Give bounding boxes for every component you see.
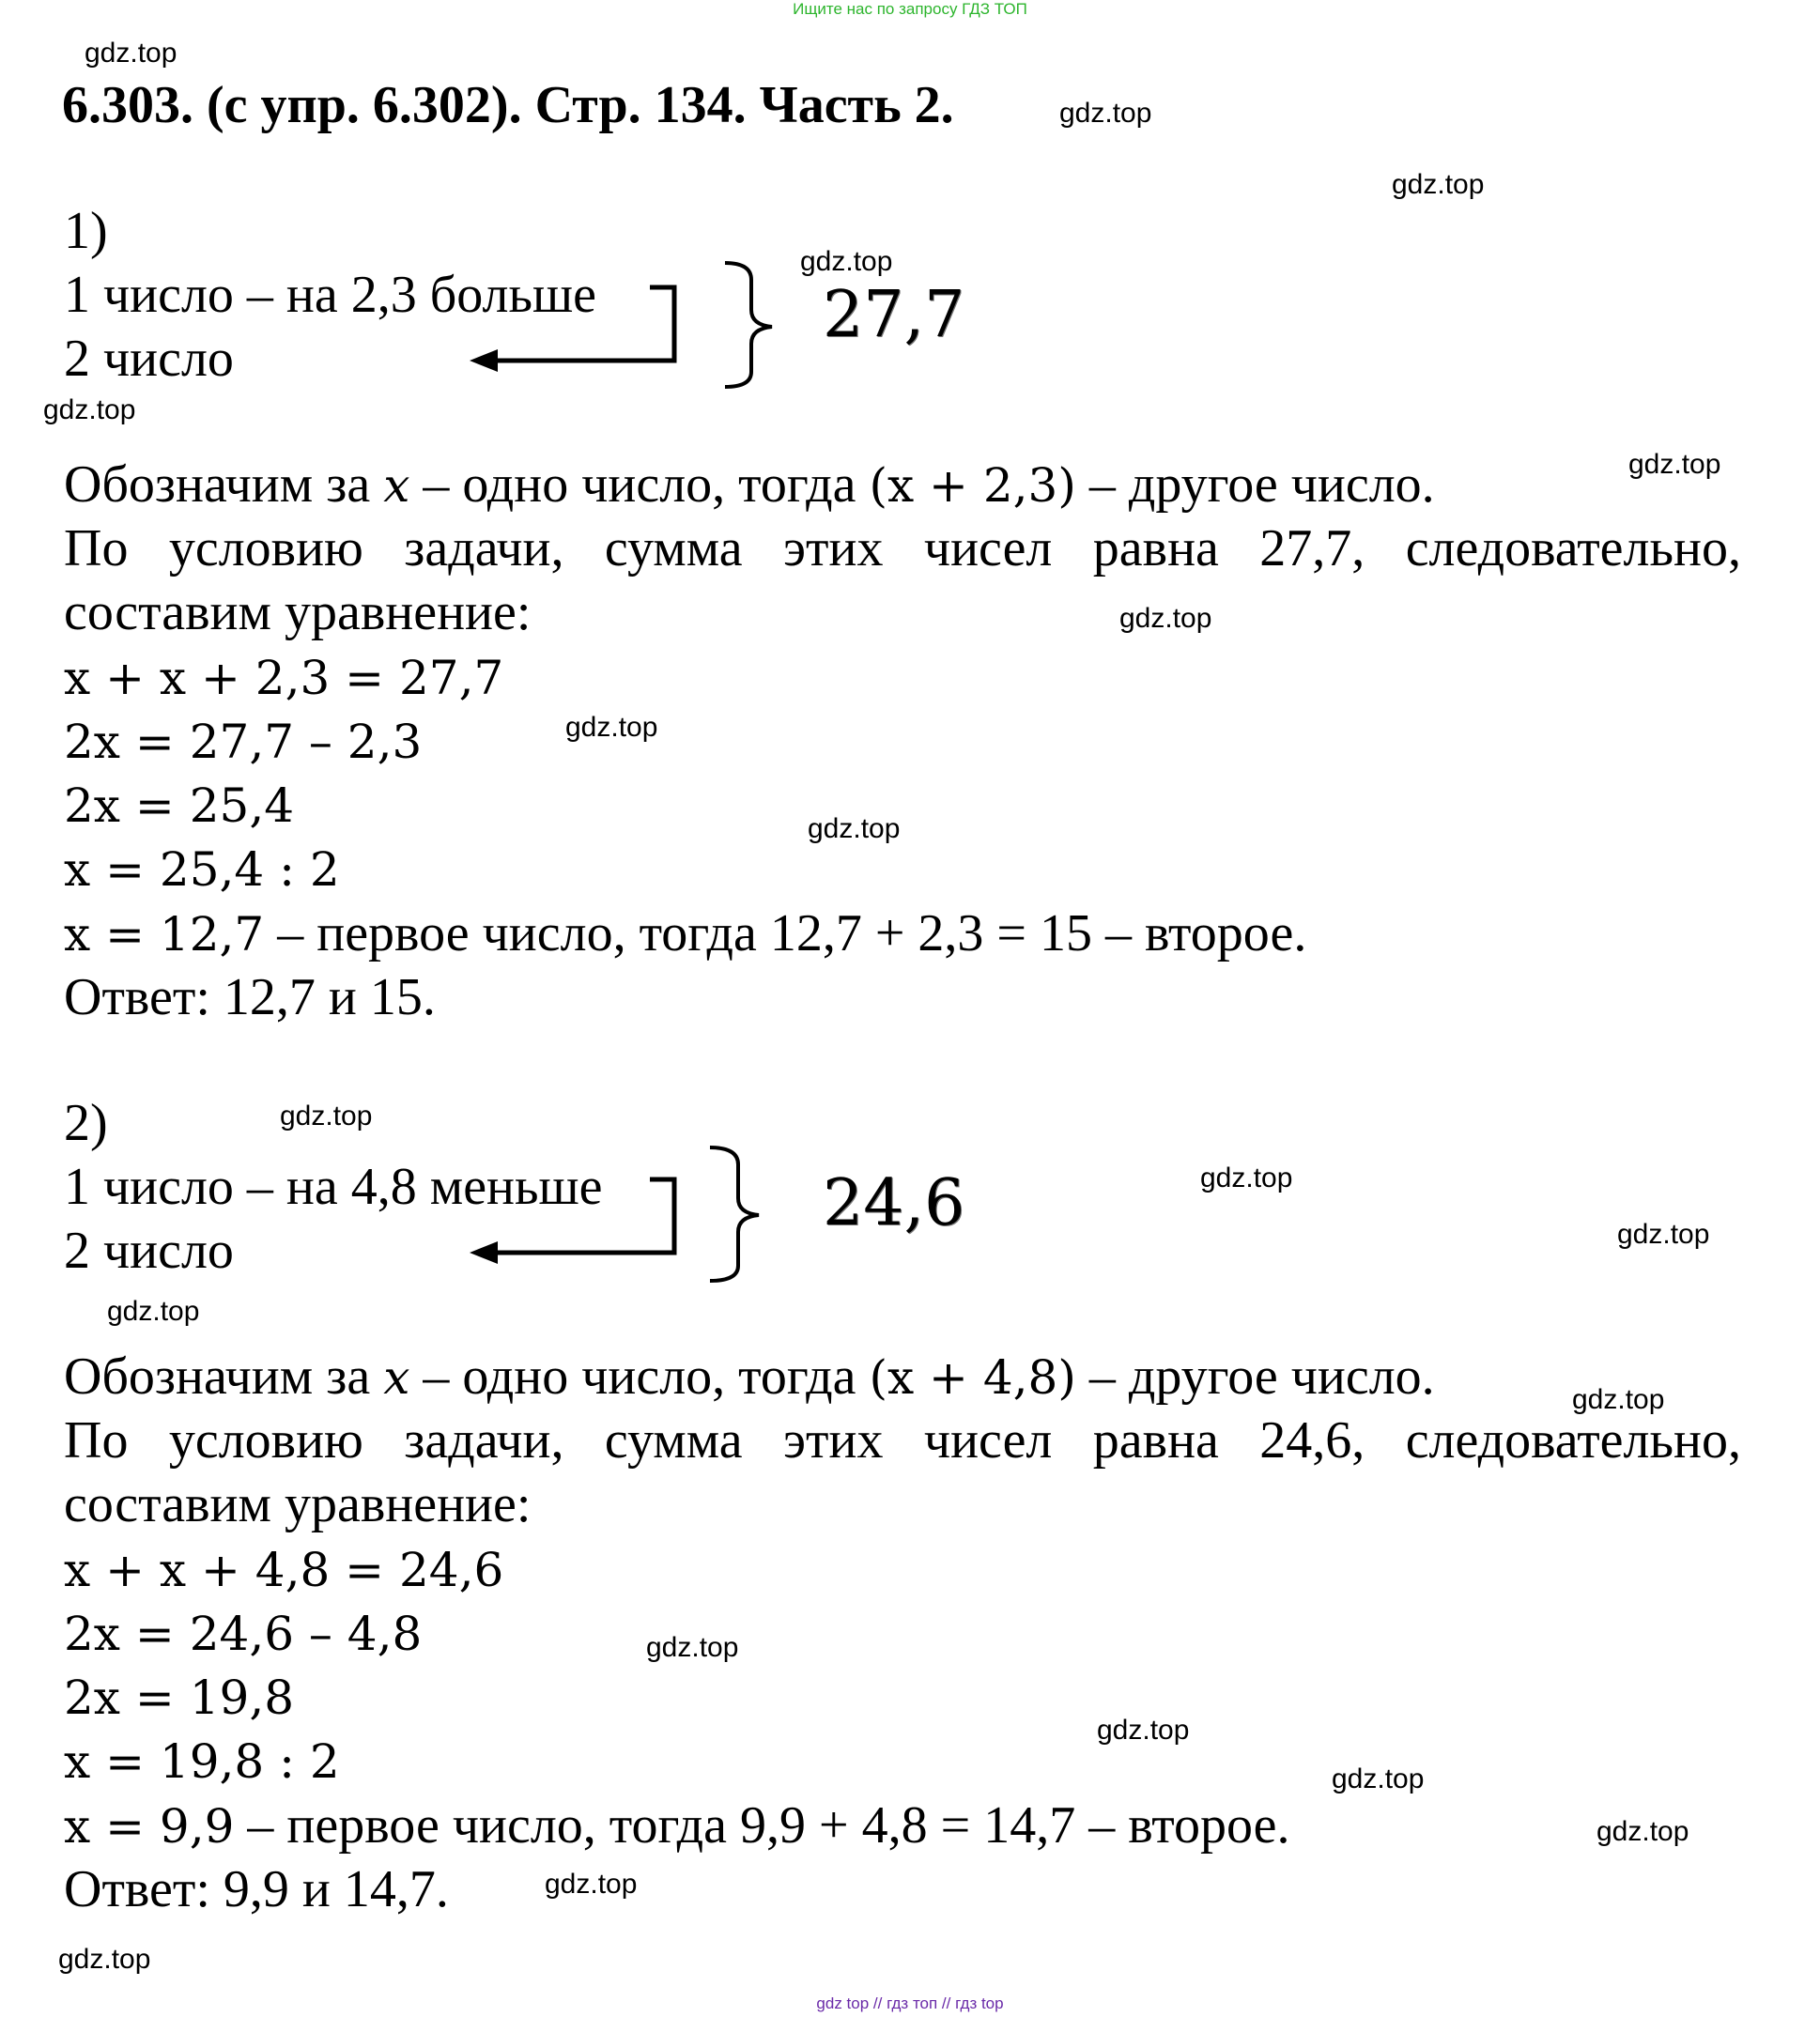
part2-equation-2: 2x = 24,6 – 4,8: [64, 1607, 423, 1661]
part2-line1: 1 число – на 4,8 меньше: [64, 1158, 603, 1216]
part1-equation-2: 2x = 27,7 – 2,3: [64, 715, 423, 769]
part2-line2: 2 число: [64, 1222, 234, 1280]
watermark: gdz.top: [1332, 1763, 1425, 1794]
watermark: gdz.top: [808, 813, 901, 844]
part1-total: 27,7: [823, 278, 965, 352]
part1-equation-3: 2x = 25,4: [64, 778, 295, 833]
part2-answer: Ответ: 9,9 и 14,7.: [64, 1860, 449, 1918]
part2-condition: По условию задачи, сумма этих чисел равна 24,6, следовательно,: [64, 1411, 1741, 1470]
watermark: gdz.top: [280, 1101, 373, 1132]
watermark: gdz.top: [85, 38, 177, 69]
part1-equation-4: x = 25,4 : 2: [64, 842, 340, 897]
part1-connector: [488, 287, 674, 361]
watermark: gdz.top: [1200, 1162, 1293, 1193]
part2-label: 2): [64, 1094, 108, 1152]
watermark: gdz.top: [1572, 1384, 1665, 1415]
watermark: gdz.top: [107, 1296, 200, 1327]
part2-condition-cont: составим уравнение:: [64, 1475, 532, 1533]
part1-equation-5: x = 12,7 – первое число, тогда 12,7 + 2,3 = 15 – второе.: [64, 904, 1307, 962]
part2-equation-1: x + x + 4,8 = 24,6: [64, 1543, 504, 1597]
watermark: gdz.top: [1059, 98, 1152, 129]
watermark: gdz.top: [1119, 603, 1212, 634]
watermark: gdz.top: [1617, 1219, 1710, 1250]
part1-label: 1): [64, 202, 108, 260]
part2-equation-4: x = 19,8 : 2: [64, 1734, 340, 1789]
part1-arrow-head: [470, 349, 498, 372]
watermark: gdz.top: [58, 1944, 151, 1975]
watermark: gdz.top: [1097, 1715, 1190, 1746]
watermark: gdz.top: [1628, 449, 1721, 480]
part1-line1: 1 число – на 2,3 больше: [64, 266, 596, 324]
part2-equation-3: 2x = 19,8: [64, 1671, 295, 1725]
top-banner[interactable]: Ищите нас по запросу ГДЗ ТОП: [793, 0, 1027, 18]
watermark: gdz.top: [43, 394, 136, 425]
page-title: 6.303. (с упр. 6.302). Стр. 134. Часть 2.: [62, 76, 954, 134]
part2-equation-5: x = 9,9 – первое число, тогда 9,9 + 4,8 = 14,7 – второе.: [64, 1796, 1290, 1855]
watermark: gdz.top: [646, 1632, 739, 1663]
watermark: gdz.top: [1596, 1816, 1689, 1847]
part1-condition: По условию задачи, сумма этих чисел равна 27,7, следовательно,: [64, 519, 1741, 577]
part1-intro: Обозначим за x – одно число, тогда (x + 2,3) – другое число.: [64, 455, 1435, 514]
watermark: gdz.top: [565, 712, 658, 743]
part2-curly-brace: [710, 1147, 759, 1281]
footer-links[interactable]: gdz top // гдз топ // гдз top: [816, 1994, 1004, 2012]
part1-line2: 2 число: [64, 330, 234, 388]
part1-condition-cont: составим уравнение:: [64, 583, 532, 641]
part1-curly-brace: [725, 263, 772, 387]
watermark: gdz.top: [545, 1869, 638, 1900]
part2-intro: Обозначим за x – одно число, тогда (x + 4,8) – другое число.: [64, 1347, 1435, 1406]
watermark: gdz.top: [1392, 169, 1485, 200]
watermark: gdz.top: [800, 246, 893, 277]
part1-answer: Ответ: 12,7 и 15.: [64, 968, 436, 1026]
part2-total: 24,6: [823, 1166, 965, 1240]
part1-equation-1: x + x + 2,3 = 27,7: [64, 651, 504, 705]
part2-arrow-head: [470, 1241, 498, 1264]
